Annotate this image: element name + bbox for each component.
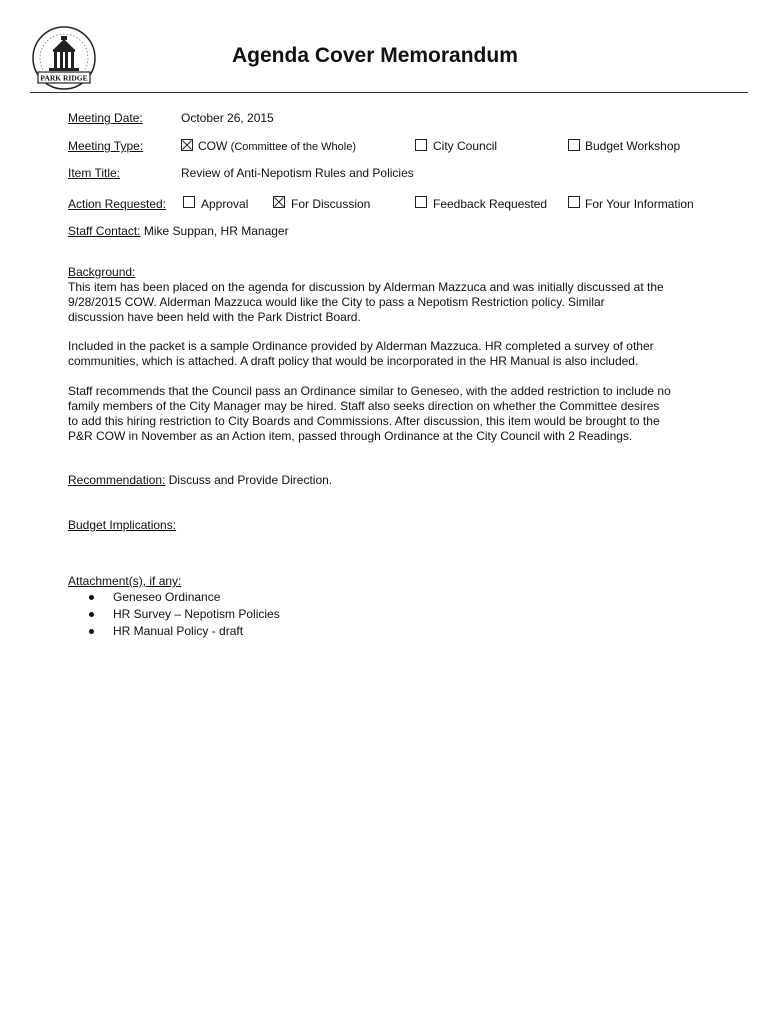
option-cow-note: (Committee of the Whole): [230, 141, 356, 153]
list-item: [68, 606, 280, 623]
attachment-item-text: HR Survey – Nepotism Policies: [113, 607, 280, 621]
checkbox-feedback-requested[interactable]: [415, 196, 427, 208]
option-cow-label: COW: [198, 139, 228, 153]
checkbox-budget-workshop[interactable]: [568, 139, 580, 151]
paragraph-line: Included in the packet is a sample Ordinance provided by Alderman Mazzuca. HR completed a survey of other: [68, 339, 654, 353]
option-approval-label: Approval: [201, 197, 249, 211]
list-item: [68, 623, 280, 640]
checked-x-icon: [274, 197, 284, 207]
option-budget-workshop-label: Budget Workshop: [585, 139, 681, 153]
paragraph-line: communities, which is attached. A draft policy that would be incorporated in the HR Manual is also included.: [68, 354, 639, 368]
checkbox-for-discussion[interactable]: [273, 196, 285, 208]
meeting-date-value: October 26, 2015: [181, 111, 274, 125]
meeting-date-label: Meeting Date:: [68, 111, 143, 125]
action-requested-label: Action Requested:: [68, 197, 167, 211]
staff-contact-row: [68, 224, 289, 239]
paragraph-line: 9/28/2015 COW. Alderman Mazzuca would like the City to pass a Nepotism Restriction policy. Similar: [68, 295, 605, 309]
bullet-icon: [89, 629, 94, 634]
option-cow: [198, 139, 356, 155]
page-title: Agenda Cover Memorandum: [232, 44, 518, 67]
paragraph-line: This item has been placed on the agenda for discussion by Alderman Mazzuca and was initially discussed at the: [68, 280, 664, 294]
meeting-type-label: Meeting Type:: [68, 139, 144, 153]
budget-implications-label: Budget Implications:: [68, 518, 177, 532]
attachments-list: [68, 589, 280, 640]
option-for-your-information-label: For Your Information: [585, 197, 694, 211]
recommendation-label: Recommendation:: [68, 473, 166, 487]
svg-text:PARK RIDGE: PARK RIDGE: [40, 73, 88, 83]
header-divider: [30, 92, 748, 93]
checkbox-cow[interactable]: [181, 139, 193, 151]
recommendation-value: Discuss and Provide Direction.: [168, 473, 333, 487]
attachments-label: Attachment(s), if any:: [68, 574, 182, 588]
option-city-council-label: City Council: [433, 139, 498, 153]
paragraph-line: Staff recommends that the Council pass an Ordinance similar to Geneseo, with the added restriction to include no: [68, 384, 671, 398]
checkbox-city-council[interactable]: [415, 139, 427, 151]
paragraph-line: P&R COW in November as an Action item, passed through Ordinance at the City Council with 2 Readings.: [68, 429, 633, 443]
attachment-item-text: HR Manual Policy - draft: [113, 624, 244, 638]
checkbox-for-your-information[interactable]: [568, 196, 580, 208]
list-item: [68, 589, 280, 606]
option-feedback-requested-label: Feedback Requested: [433, 197, 548, 211]
checkbox-approval[interactable]: [183, 196, 195, 208]
city-seal-icon: [31, 25, 97, 91]
checked-x-icon: [182, 140, 192, 150]
paragraph-line: discussion have been held with the Park District Board.: [68, 310, 361, 324]
staff-contact-value: Mike Suppan, HR Manager: [143, 224, 289, 238]
staff-contact-label: Staff Contact:: [68, 224, 141, 238]
option-for-discussion-label: For Discussion: [291, 197, 371, 211]
background-paragraph-2: [68, 339, 708, 369]
city-seal-logo: [31, 25, 97, 91]
item-title-label: Item Title:: [68, 166, 121, 180]
attachment-item-text: Geneseo Ordinance: [113, 590, 221, 604]
bullet-icon: [89, 612, 94, 617]
bullet-icon: [89, 595, 94, 600]
paragraph-line: to add this hiring restriction to City Boards and Commissions. After discussion, this item would be brought to the: [68, 414, 660, 428]
background-paragraph-1: [68, 280, 708, 325]
background-label: Background:: [68, 265, 136, 279]
item-title-value: Review of Anti-Nepotism Rules and Policies: [181, 166, 414, 180]
recommendation-row: [68, 473, 332, 488]
background-paragraph-3: [68, 384, 708, 444]
paragraph-line: family members of the City Manager may be hired. Staff also seeks direction on whether the Committee desires: [68, 399, 660, 413]
